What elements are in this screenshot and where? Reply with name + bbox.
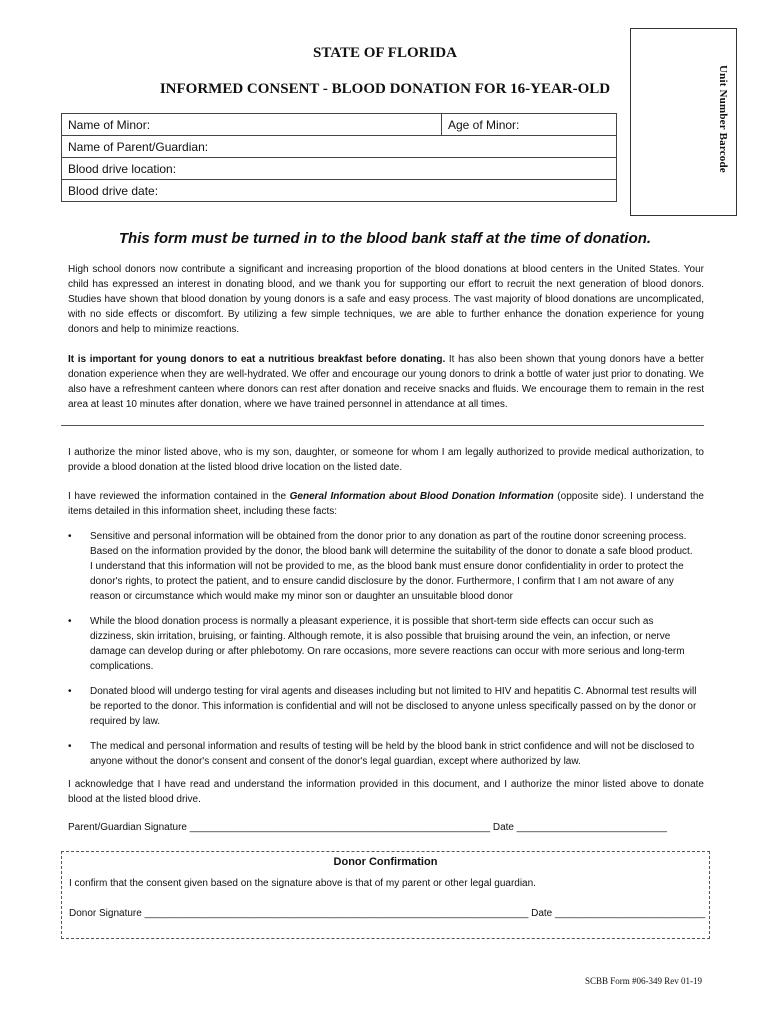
reviewed-after: (opposite side). I understand the items detailed in this information sheet, including these facts:	[68, 491, 704, 517]
reviewed-paragraph	[68, 489, 704, 519]
donor-confirmation-title: Donor Confirmation	[333, 856, 438, 868]
minor-info-table	[61, 113, 617, 202]
fact-text: The medical and personal information and results of testing will be held by the blood bank in strict confidence and will not be disclosed to anyone without the donor's consent and consent of the donor's legal guardian, except where authorized by law.	[90, 741, 695, 767]
intro-paragraph: High school donors now contribute a significant and increasing proportion of the blood donations at blood centers in the United States. Your child has expressed an interest in donating blood, and we thank you for supporting our effort to recruit the next generation of blood donors. Studies have shown that blood donation by young donors is a safe and easy process. The vast majority of blood donations are uncomplicated, with no side effects or discomfort. By utilizing a few simple techniques, we are able to further enhance the donation experience for young donors and help to minimize reactions.	[68, 264, 704, 335]
age-of-minor-label: Age of Minor:	[448, 117, 520, 132]
general-info-reference: General Information about Blood Donation Information	[289, 491, 554, 502]
fact-item	[68, 614, 698, 674]
barcode-label: Unit Number Barcode	[717, 65, 729, 173]
state-title: STATE OF FLORIDA	[313, 45, 457, 61]
donor-confirmation-box	[61, 851, 710, 939]
bullet-icon: •	[68, 616, 72, 627]
bullet-icon: •	[68, 531, 72, 542]
drive-date-field[interactable]	[62, 180, 617, 202]
fact-text: Sensitive and personal information will be obtained from the donor prior to any donation as part of the routine donor screening process. Based on the information provided by the donor, the blood bank will determine the suitability of the donor to donate a safe blood product. I understand that this information will not be provided to me, as the blood bank must ensure donor confidentiality in order to protect the donor's rights, to protect the patient, and to ensure candid disclosure by the donor. Furthermore, I confirm that I am not aware of any reason or circumstance which would make my minor son or daughter an unsuitable blood donor	[90, 531, 693, 602]
fact-item	[68, 684, 698, 729]
guardian-signature-line[interactable]: Parent/Guardian Signature ______________________________________________________ Date ___________________________	[68, 822, 667, 833]
section-divider	[61, 425, 704, 426]
name-of-minor-label: Name of Minor:	[68, 117, 151, 132]
breakfast-rest: It has also been shown that young donors have a better donation experience when they are well-hydrated. We offer and encourage our young donors to drink a bottle of water just prior to donating. We also have a refreshment canteen where donors can rest after donation and receive snacks and fluids. We encourage them to remain in the rest area at least 10 minutes after donation, where we have trained personnel in attendance at all times.	[68, 354, 704, 410]
parent-guardian-field[interactable]	[62, 136, 617, 158]
fact-text: Donated blood will undergo testing for viral agents and diseases including but not limited to HIV and hepatitis C. Abnormal test results will be reported to the donor. This information is confidential and will not be disclosed to anyone unless specifically passed on by the donor or required by law.	[90, 686, 697, 727]
fact-item	[68, 529, 698, 604]
drive-location-label: Blood drive location:	[68, 161, 177, 176]
authorize-paragraph: I authorize the minor listed above, who is my son, daughter, or someone for whom I am legally authorized to provide medical authorization, to provide a blood donation at the listed blood drive location on the listed date.	[68, 447, 704, 473]
name-of-minor-field[interactable]	[62, 114, 442, 136]
barcode-box	[630, 28, 737, 216]
reviewed-before: I have reviewed the information contained in the	[68, 491, 290, 502]
form-number: SCBB Form #06-349 Rev 01-19	[584, 976, 702, 986]
donor-confirmation-text: I confirm that the consent given based on the signature above is that of my parent or other legal guardian.	[69, 878, 536, 889]
breakfast-emphasis: It is important for young donors to eat a nutritious breakfast before donating.	[68, 354, 446, 365]
bullet-icon: •	[68, 686, 72, 697]
fact-item	[68, 739, 698, 769]
bullet-icon: •	[68, 741, 72, 752]
parent-guardian-label: Name of Parent/Guardian:	[68, 139, 209, 154]
drive-date-label: Blood drive date:	[68, 183, 159, 198]
age-of-minor-field[interactable]	[442, 114, 617, 136]
form-title: INFORMED CONSENT - BLOOD DONATION FOR 16-YEAR-OLD	[159, 81, 611, 97]
fact-text: While the blood donation process is normally a pleasant experience, it is possible that short-term side effects can occur such as dizziness, skin irritation, bruising, or fainting. Although remote, it is also possible that bruising around the vein, an infection, or nerve damage can develop during or after phlebotomy. On rare occasions, more severe reactions can occur with more serious and long-term complications.	[90, 616, 685, 672]
drive-location-field[interactable]	[62, 158, 617, 180]
donor-signature-line[interactable]: Donor Signature _____________________________________________________________________ Date ___________________________	[69, 908, 706, 919]
acknowledge-paragraph: I acknowledge that I have read and understand the information provided in this document, and I authorize the minor listed above to donate blood at the listed blood drive.	[68, 779, 704, 805]
breakfast-paragraph	[68, 352, 704, 412]
facts-list	[68, 529, 698, 779]
turn-in-notice: This form must be turned in to the blood bank staff at the time of donation.	[118, 230, 652, 247]
